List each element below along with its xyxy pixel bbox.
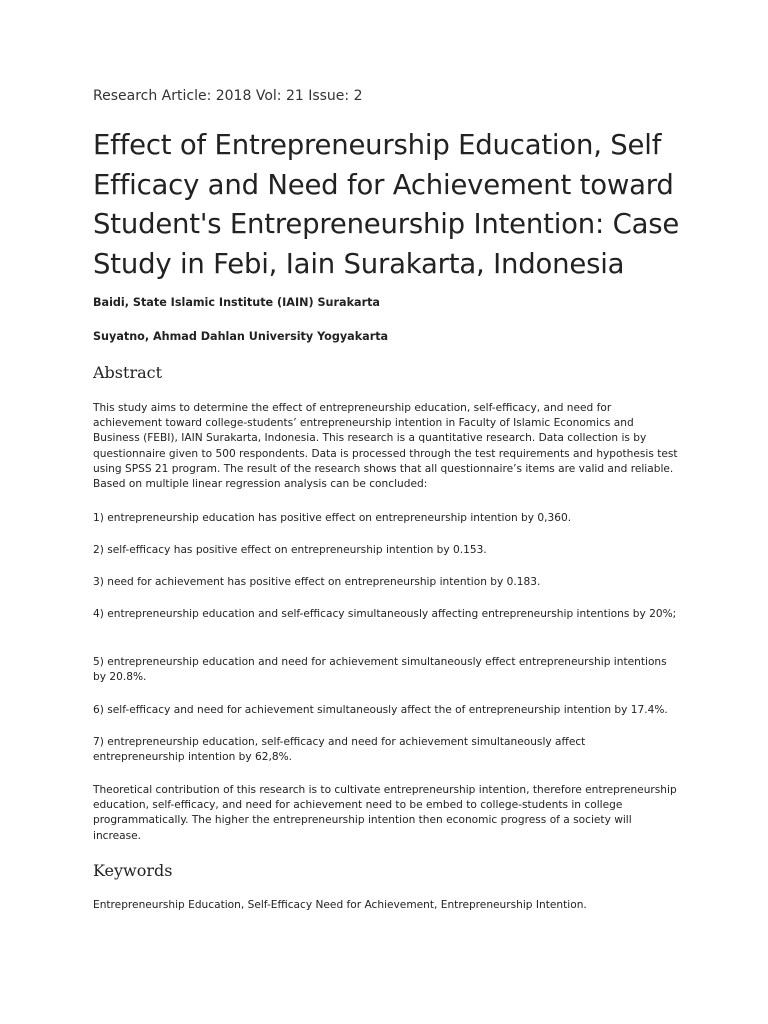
abstract-heading: Abstract (93, 363, 163, 382)
abstract-finding: 2) self-efficacy has positive effect on entrepreneurship intention by 0.153. (93, 544, 487, 556)
abstract-finding: 1) entrepreneurship education has positive effect on entrepreneurship intention by 0,360. (93, 512, 572, 524)
keywords-text: Entrepreneurship Education, Self-Efficacy Need for Achievement, Entrepreneurship Intention. (93, 899, 587, 911)
abstract-finding: 7) entrepreneurship education, self-efficacy and need for achievement simultaneously affect entrepreneurship intention by 62,8%. (93, 736, 586, 764)
abstract-finding: 4) entrepreneurship education and self-efficacy simultaneously affecting entrepreneurship intentions by 20%; (93, 608, 677, 620)
keywords-heading: Keywords (93, 861, 173, 880)
abstract-contribution: Theoretical contribution of this research is to cultivate entrepreneurship intention, therefore entrepreneurship education, self-efficacy, and need for achievement need to be embed to college-students in college programmatically. The higher the entrepreneurship intention then economic progress of a society will increase. (93, 784, 677, 842)
abstract-intro: This study aims to determine the effect of entrepreneurship education, self-efficacy, and need for achievement toward college-students’ entrepreneurship intention in Faculty of Islamic Economics and Business (FEBI), IAIN Surakarta, Indonesia. This research is a quantitative research. Data collection is by questionnaire given to 500 respondents. Data is processed through the test requirements and hypothesis test using SPSS 21 program. The result of the research shows that all questionnaire’s items are valid and reliable. Based on multiple linear regression analysis can be concluded: (93, 402, 678, 491)
article-meta: Research Article: 2018 Vol: 21 Issue: 2 (93, 88, 363, 104)
article-title: Effect of Entrepreneurship Education, Self Efficacy and Need for Achievement toward Student's Entrepreneurship Intention: Case Study in Febi, Iain Surakarta, Indonesia (93, 129, 680, 280)
abstract-finding: 6) self-efficacy and need for achievement simultaneously affect the of entrepreneurship intention by 17.4%. (93, 704, 668, 716)
author-affiliation: Suyatno, Ahmad Dahlan University Yogyakarta (93, 330, 389, 343)
abstract-finding: 3) need for achievement has positive effect on entrepreneurship intention by 0.183. (93, 576, 541, 588)
abstract-finding: 5) entrepreneurship education and need for achievement simultaneously effect entrepreneurship intentions by 20.8%. (93, 656, 667, 684)
author-affiliation: Baidi, State Islamic Institute (IAIN) Surakarta (93, 296, 380, 309)
